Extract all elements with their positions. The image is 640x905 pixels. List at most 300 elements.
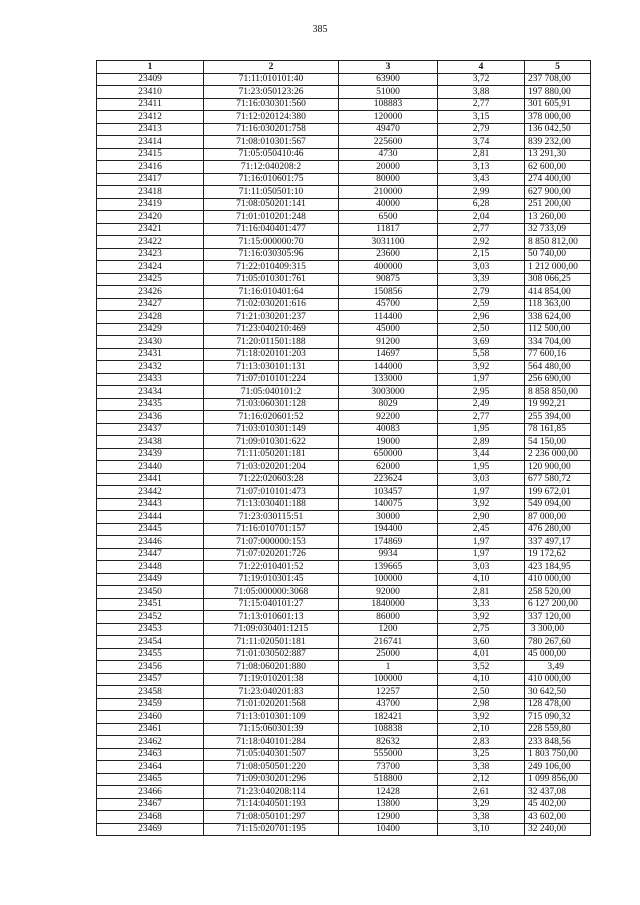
value-cell: 627 900,00 xyxy=(525,186,591,199)
cadastral-number-cell: 71:05:010301:761 xyxy=(204,273,339,286)
value-cell: 45 402,00 xyxy=(525,798,591,811)
value-cell: 77 600,16 xyxy=(525,348,591,361)
value-cell: 2 236 000,00 xyxy=(525,448,591,461)
area-cell: 144000 xyxy=(339,361,438,374)
table-row xyxy=(97,311,591,324)
rate-cell: 3,10 xyxy=(438,823,525,836)
value-cell: 197 880,00 xyxy=(525,86,591,99)
area-cell: 194400 xyxy=(339,523,438,536)
row-number-cell: 23445 xyxy=(97,523,204,536)
row-number-cell: 23419 xyxy=(97,198,204,211)
area-cell: 108883 xyxy=(339,98,438,111)
value-cell: 677 580,72 xyxy=(525,473,591,486)
cadastral-number-cell: 71:23:040210:469 xyxy=(204,323,339,336)
value-cell: 308 066,25 xyxy=(525,273,591,286)
table-row xyxy=(97,711,591,724)
table-row xyxy=(97,823,591,836)
cadastral-number-cell: 71:05:040301:507 xyxy=(204,748,339,761)
value-cell: 136 042,50 xyxy=(525,123,591,136)
value-cell: 8 858 850,00 xyxy=(525,386,591,399)
table-row xyxy=(97,748,591,761)
value-cell: 337 120,00 xyxy=(525,611,591,624)
table-row xyxy=(97,473,591,486)
rate-cell: 3,13 xyxy=(438,161,525,174)
table-row xyxy=(97,336,591,349)
area-cell: 30000 xyxy=(339,511,438,524)
value-cell: 30 642,50 xyxy=(525,686,591,699)
table-row xyxy=(97,398,591,411)
cadastral-number-cell: 71:08:010301:567 xyxy=(204,136,339,149)
cadastral-number-cell: 71:05:040101:2 xyxy=(204,386,339,399)
area-cell: 1200 xyxy=(339,623,438,636)
row-number-cell: 23437 xyxy=(97,423,204,436)
cadastral-number-cell: 71:20:011501:188 xyxy=(204,336,339,349)
row-number-cell: 23430 xyxy=(97,336,204,349)
value-cell: 3,49 xyxy=(525,661,591,674)
table-row xyxy=(97,211,591,224)
rate-cell: 1,97 xyxy=(438,486,525,499)
value-cell: 32 437,08 xyxy=(525,786,591,799)
value-cell: 120 900,00 xyxy=(525,461,591,474)
area-cell: 45700 xyxy=(339,298,438,311)
rate-cell: 2,98 xyxy=(438,698,525,711)
cadastral-number-cell: 71:01:020201:568 xyxy=(204,698,339,711)
table-row xyxy=(97,623,591,636)
row-number-cell: 23432 xyxy=(97,361,204,374)
rate-cell: 2,81 xyxy=(438,148,525,161)
cadastral-number-cell: 71:15:040101:27 xyxy=(204,598,339,611)
rate-cell: 2,49 xyxy=(438,398,525,411)
rate-cell: 1,95 xyxy=(438,461,525,474)
area-cell: 80000 xyxy=(339,173,438,186)
area-cell: 114400 xyxy=(339,311,438,324)
value-cell: 1 099 856,00 xyxy=(525,773,591,786)
cadastral-number-cell: 71:01:030502:887 xyxy=(204,648,339,661)
area-cell: 20000 xyxy=(339,161,438,174)
value-cell: 1 803 750,00 xyxy=(525,748,591,761)
cadastral-number-cell: 71:03:020201:204 xyxy=(204,461,339,474)
rate-cell: 3,03 xyxy=(438,473,525,486)
value-cell: 549 094,00 xyxy=(525,498,591,511)
rate-cell: 2,12 xyxy=(438,773,525,786)
area-cell: 9934 xyxy=(339,548,438,561)
cadastral-number-cell: 71:09:030401:1215 xyxy=(204,623,339,636)
table-row xyxy=(97,786,591,799)
rate-cell: 2,96 xyxy=(438,311,525,324)
cadastral-number-cell: 71:15:000000:70 xyxy=(204,236,339,249)
row-number-cell: 23461 xyxy=(97,723,204,736)
rate-cell: 2,95 xyxy=(438,386,525,399)
row-number-cell: 23429 xyxy=(97,323,204,336)
rate-cell: 1,97 xyxy=(438,536,525,549)
value-cell: 199 672,01 xyxy=(525,486,591,499)
rate-cell: 2,59 xyxy=(438,298,525,311)
value-cell: 45 000,00 xyxy=(525,648,591,661)
area-cell: 518800 xyxy=(339,773,438,786)
row-number-cell: 23415 xyxy=(97,148,204,161)
row-number-cell: 23450 xyxy=(97,586,204,599)
row-number-cell: 23465 xyxy=(97,773,204,786)
area-cell: 225600 xyxy=(339,136,438,149)
area-cell: 133000 xyxy=(339,373,438,386)
table-row xyxy=(97,498,591,511)
column-header-4: 4 xyxy=(438,61,525,74)
cadastral-number-cell: 71:14:040501:193 xyxy=(204,798,339,811)
table-row xyxy=(97,798,591,811)
row-number-cell: 23425 xyxy=(97,273,204,286)
value-cell: 19 992,21 xyxy=(525,398,591,411)
table-row xyxy=(97,723,591,736)
rate-cell: 2,83 xyxy=(438,736,525,749)
area-cell: 1840000 xyxy=(339,598,438,611)
rate-cell: 4,10 xyxy=(438,673,525,686)
value-cell: 19 172,62 xyxy=(525,548,591,561)
area-cell: 108838 xyxy=(339,723,438,736)
row-number-cell: 23467 xyxy=(97,798,204,811)
row-number-cell: 23431 xyxy=(97,348,204,361)
rate-cell: 4,10 xyxy=(438,573,525,586)
row-number-cell: 23414 xyxy=(97,136,204,149)
area-cell: 210000 xyxy=(339,186,438,199)
table-row xyxy=(97,248,591,261)
rate-cell: 3,92 xyxy=(438,498,525,511)
row-number-cell: 23420 xyxy=(97,211,204,224)
value-cell: 780 267,60 xyxy=(525,636,591,649)
cadastral-number-cell: 71:23:040201:83 xyxy=(204,686,339,699)
table-row xyxy=(97,386,591,399)
area-cell: 23600 xyxy=(339,248,438,261)
cadastral-number-cell: 71:11:010101:40 xyxy=(204,73,339,86)
cadastral-number-cell: 71:16:010401:64 xyxy=(204,286,339,299)
rate-cell: 2,77 xyxy=(438,98,525,111)
column-header-3: 3 xyxy=(339,61,438,74)
area-cell: 91200 xyxy=(339,336,438,349)
value-cell: 301 605,91 xyxy=(525,98,591,111)
row-number-cell: 23464 xyxy=(97,761,204,774)
table-row xyxy=(97,223,591,236)
table-row xyxy=(97,523,591,536)
row-number-cell: 23462 xyxy=(97,736,204,749)
table-row xyxy=(97,736,591,749)
row-number-cell: 23423 xyxy=(97,248,204,261)
rate-cell: 3,74 xyxy=(438,136,525,149)
rate-cell: 3,03 xyxy=(438,261,525,274)
column-header-5: 5 xyxy=(525,61,591,74)
row-number-cell: 23439 xyxy=(97,448,204,461)
rate-cell: 3,03 xyxy=(438,561,525,574)
cadastral-number-cell: 71:02:030201:616 xyxy=(204,298,339,311)
row-number-cell: 23456 xyxy=(97,661,204,674)
row-number-cell: 23438 xyxy=(97,436,204,449)
cadastral-number-cell: 71:08:050501:220 xyxy=(204,761,339,774)
rate-cell: 2,50 xyxy=(438,323,525,336)
area-cell: 51000 xyxy=(339,86,438,99)
table-header-row xyxy=(97,61,591,74)
table-row xyxy=(97,611,591,624)
rate-cell: 3,39 xyxy=(438,273,525,286)
table-row xyxy=(97,186,591,199)
cadastral-number-cell: 71:15:060301:39 xyxy=(204,723,339,736)
area-cell: 100000 xyxy=(339,673,438,686)
rate-cell: 5,58 xyxy=(438,348,525,361)
rate-cell: 2,89 xyxy=(438,436,525,449)
cadastral-number-cell: 71:12:040208:2 xyxy=(204,161,339,174)
value-cell: 233 848,56 xyxy=(525,736,591,749)
area-cell: 25000 xyxy=(339,648,438,661)
row-number-cell: 23413 xyxy=(97,123,204,136)
rate-cell: 3,92 xyxy=(438,361,525,374)
table-row xyxy=(97,161,591,174)
table-row xyxy=(97,298,591,311)
table-body xyxy=(97,73,591,836)
row-number-cell: 23458 xyxy=(97,686,204,699)
table-row xyxy=(97,573,591,586)
table-row xyxy=(97,261,591,274)
value-cell: 112 500,00 xyxy=(525,323,591,336)
rate-cell: 4,01 xyxy=(438,648,525,661)
area-cell: 400000 xyxy=(339,261,438,274)
table-row xyxy=(97,598,591,611)
value-cell: 3 300,00 xyxy=(525,623,591,636)
area-cell: 6500 xyxy=(339,211,438,224)
area-cell: 182421 xyxy=(339,711,438,724)
value-cell: 256 690,00 xyxy=(525,373,591,386)
area-cell: 14697 xyxy=(339,348,438,361)
table-row xyxy=(97,86,591,99)
cadastral-number-cell: 71:22:020603:28 xyxy=(204,473,339,486)
area-cell: 3003000 xyxy=(339,386,438,399)
area-cell: 174869 xyxy=(339,536,438,549)
rate-cell: 3,25 xyxy=(438,748,525,761)
value-cell: 13 260,00 xyxy=(525,211,591,224)
table-row xyxy=(97,423,591,436)
cadastral-number-cell: 71:12:020124:380 xyxy=(204,111,339,124)
table-row xyxy=(97,761,591,774)
row-number-cell: 23409 xyxy=(97,73,204,86)
row-number-cell: 23446 xyxy=(97,536,204,549)
cadastral-number-cell: 71:08:060201:880 xyxy=(204,661,339,674)
table-row xyxy=(97,323,591,336)
value-cell: 334 704,00 xyxy=(525,336,591,349)
row-number-cell: 23433 xyxy=(97,373,204,386)
area-cell: 43700 xyxy=(339,698,438,711)
table-row xyxy=(97,511,591,524)
rate-cell: 2,10 xyxy=(438,723,525,736)
value-cell: 839 232,00 xyxy=(525,136,591,149)
table-row xyxy=(97,373,591,386)
rate-cell: 2,92 xyxy=(438,236,525,249)
table-row xyxy=(97,136,591,149)
cadastral-number-cell: 71:23:030115:51 xyxy=(204,511,339,524)
table-row xyxy=(97,686,591,699)
table-row xyxy=(97,536,591,549)
rate-cell: 3,15 xyxy=(438,111,525,124)
rate-cell: 2,75 xyxy=(438,623,525,636)
area-cell: 10400 xyxy=(339,823,438,836)
area-cell: 3031100 xyxy=(339,236,438,249)
area-cell: 63900 xyxy=(339,73,438,86)
cadastral-number-cell: 71:09:030201:296 xyxy=(204,773,339,786)
rate-cell: 2,77 xyxy=(438,223,525,236)
cadastral-number-cell: 71:03:060301:128 xyxy=(204,398,339,411)
cadastral-number-cell: 71:16:020601:52 xyxy=(204,411,339,424)
row-number-cell: 23451 xyxy=(97,598,204,611)
cadastral-number-cell: 71:15:020701:195 xyxy=(204,823,339,836)
value-cell: 258 520,00 xyxy=(525,586,591,599)
cadastral-number-cell: 71:16:030201:758 xyxy=(204,123,339,136)
table-row xyxy=(97,586,591,599)
row-number-cell: 23417 xyxy=(97,173,204,186)
rate-cell: 3,44 xyxy=(438,448,525,461)
column-header-2: 2 xyxy=(204,61,339,74)
cadastral-number-cell: 71:05:050410:46 xyxy=(204,148,339,161)
table-row xyxy=(97,448,591,461)
area-cell: 1 xyxy=(339,661,438,674)
row-number-cell: 23469 xyxy=(97,823,204,836)
cadastral-number-cell: 71:08:050201:141 xyxy=(204,198,339,211)
rate-cell: 2,79 xyxy=(438,123,525,136)
cadastral-number-cell: 71:05:000000:3068 xyxy=(204,586,339,599)
cadastral-number-cell: 71:19:010201:38 xyxy=(204,673,339,686)
value-cell: 8 850 812,00 xyxy=(525,236,591,249)
cadastral-number-cell: 71:01:010201:248 xyxy=(204,211,339,224)
cadastral-number-cell: 71:16:010601:75 xyxy=(204,173,339,186)
area-cell: 73700 xyxy=(339,761,438,774)
cadastral-number-cell: 71:11:050501:10 xyxy=(204,186,339,199)
value-cell: 54 150,00 xyxy=(525,436,591,449)
row-number-cell: 23442 xyxy=(97,486,204,499)
cadastral-number-cell: 71:16:030301:560 xyxy=(204,98,339,111)
value-cell: 249 106,00 xyxy=(525,761,591,774)
area-cell: 11817 xyxy=(339,223,438,236)
rate-cell: 3,60 xyxy=(438,636,525,649)
value-cell: 255 394,00 xyxy=(525,411,591,424)
cadastral-number-cell: 71:18:040101:284 xyxy=(204,736,339,749)
table-row xyxy=(97,173,591,186)
row-number-cell: 23443 xyxy=(97,498,204,511)
area-cell: 12900 xyxy=(339,811,438,824)
value-cell: 6 127 200,00 xyxy=(525,598,591,611)
table-row xyxy=(97,198,591,211)
cadastral-number-cell: 71:07:020201:726 xyxy=(204,548,339,561)
value-cell: 78 161,85 xyxy=(525,423,591,436)
value-cell: 410 000,00 xyxy=(525,673,591,686)
row-number-cell: 23428 xyxy=(97,311,204,324)
cadastral-number-cell: 71:13:030401:188 xyxy=(204,498,339,511)
cadastral-number-cell: 71:22:010409:315 xyxy=(204,261,339,274)
cadastral-number-cell: 71:07:010101:473 xyxy=(204,486,339,499)
area-cell: 19000 xyxy=(339,436,438,449)
rate-cell: 3,52 xyxy=(438,661,525,674)
table-row xyxy=(97,361,591,374)
table-row xyxy=(97,436,591,449)
area-cell: 92000 xyxy=(339,586,438,599)
rate-cell: 3,72 xyxy=(438,73,525,86)
value-cell: 118 363,00 xyxy=(525,298,591,311)
cadastral-number-cell: 71:08:050101:297 xyxy=(204,811,339,824)
area-cell: 45000 xyxy=(339,323,438,336)
rate-cell: 3,69 xyxy=(438,336,525,349)
row-number-cell: 23459 xyxy=(97,698,204,711)
table-row xyxy=(97,348,591,361)
cadastral-number-cell: 71:22:010401:52 xyxy=(204,561,339,574)
row-number-cell: 23416 xyxy=(97,161,204,174)
row-number-cell: 23460 xyxy=(97,711,204,724)
table-row xyxy=(97,111,591,124)
area-cell: 13800 xyxy=(339,798,438,811)
rate-cell: 3,43 xyxy=(438,173,525,186)
area-cell: 86000 xyxy=(339,611,438,624)
row-number-cell: 23466 xyxy=(97,786,204,799)
row-number-cell: 23412 xyxy=(97,111,204,124)
row-number-cell: 23434 xyxy=(97,386,204,399)
rate-cell: 2,45 xyxy=(438,523,525,536)
rate-cell: 3,92 xyxy=(438,611,525,624)
table-row xyxy=(97,673,591,686)
row-number-cell: 23463 xyxy=(97,748,204,761)
cadastral-number-cell: 71:13:030101:131 xyxy=(204,361,339,374)
rate-cell: 1,97 xyxy=(438,548,525,561)
area-cell: 555000 xyxy=(339,748,438,761)
area-cell: 650000 xyxy=(339,448,438,461)
value-cell: 476 280,00 xyxy=(525,523,591,536)
value-cell: 251 200,00 xyxy=(525,198,591,211)
cadastral-number-cell: 71:16:030305:96 xyxy=(204,248,339,261)
value-cell: 564 480,00 xyxy=(525,361,591,374)
cadastral-value-table xyxy=(96,60,591,836)
value-cell: 32 240,00 xyxy=(525,823,591,836)
value-cell: 43 602,00 xyxy=(525,811,591,824)
cadastral-number-cell: 71:16:040401:477 xyxy=(204,223,339,236)
area-cell: 223624 xyxy=(339,473,438,486)
value-cell: 1 212 000,00 xyxy=(525,261,591,274)
row-number-cell: 23449 xyxy=(97,573,204,586)
area-cell: 103457 xyxy=(339,486,438,499)
rate-cell: 3,33 xyxy=(438,598,525,611)
table-row xyxy=(97,648,591,661)
row-number-cell: 23427 xyxy=(97,298,204,311)
row-number-cell: 23435 xyxy=(97,398,204,411)
table-row xyxy=(97,773,591,786)
value-cell: 378 000,00 xyxy=(525,111,591,124)
row-number-cell: 23444 xyxy=(97,511,204,524)
area-cell: 92200 xyxy=(339,411,438,424)
row-number-cell: 23418 xyxy=(97,186,204,199)
value-cell: 410 000,00 xyxy=(525,573,591,586)
rate-cell: 3,38 xyxy=(438,761,525,774)
value-cell: 715 090,32 xyxy=(525,711,591,724)
area-cell: 140075 xyxy=(339,498,438,511)
area-cell: 40000 xyxy=(339,198,438,211)
table-row xyxy=(97,561,591,574)
cadastral-number-cell: 71:11:020501:181 xyxy=(204,636,339,649)
rate-cell: 2,81 xyxy=(438,586,525,599)
table-row xyxy=(97,123,591,136)
table-row xyxy=(97,273,591,286)
rate-cell: 2,61 xyxy=(438,786,525,799)
cadastral-number-cell: 71:03:010301:149 xyxy=(204,423,339,436)
value-cell: 32 733,09 xyxy=(525,223,591,236)
row-number-cell: 23440 xyxy=(97,461,204,474)
area-cell: 100000 xyxy=(339,573,438,586)
cadastral-number-cell: 71:16:010701:157 xyxy=(204,523,339,536)
cadastral-number-cell: 71:13:010601:13 xyxy=(204,611,339,624)
row-number-cell: 23422 xyxy=(97,236,204,249)
table-row xyxy=(97,236,591,249)
cadastral-number-cell: 71:21:030201:237 xyxy=(204,311,339,324)
table-row xyxy=(97,286,591,299)
table-row xyxy=(97,73,591,86)
